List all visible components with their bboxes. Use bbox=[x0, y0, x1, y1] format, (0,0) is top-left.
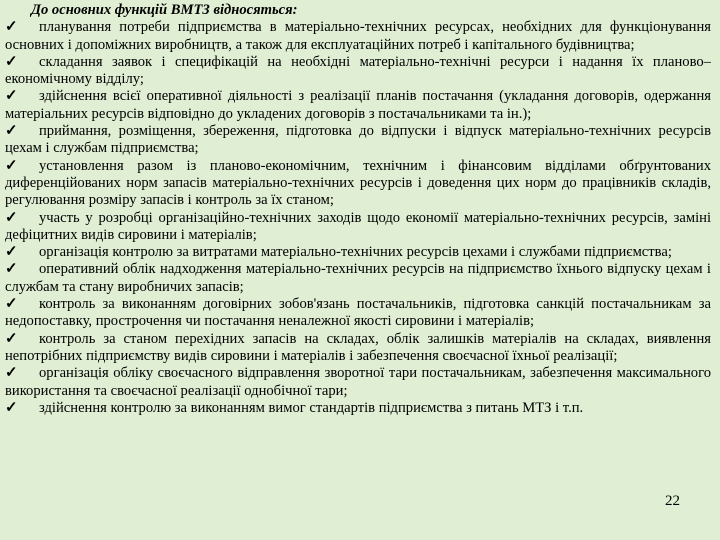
list-item-text: здійснення всієї оперативної діяльності з реалізації планів постачання (укладання договорів, одержання матеріальних ресурсів відповідно до укладених договорів з постачальниками та ін.); bbox=[5, 88, 711, 122]
list-item bbox=[5, 19, 711, 54]
list-item bbox=[5, 365, 711, 400]
list-item-text: здійснення контролю за виконанням вимог стандартів підприємства з питань МТЗ і т.п. bbox=[39, 399, 584, 416]
list-item bbox=[5, 158, 711, 210]
list-item bbox=[5, 123, 711, 158]
list-item-text: контроль за станом перехідних запасів на складах, облік залишків матеріалів на складах, виявлення непотрібних підприємству видів сировини і матеріалів і забезпечення своєчасної їхньої реалізації; bbox=[5, 330, 711, 364]
checkmark-icon: ✓ bbox=[5, 244, 18, 261]
checkmark-icon: ✓ bbox=[5, 261, 18, 278]
page-title: До основних функцій ВМТЗ відносяться: bbox=[31, 2, 298, 18]
page-number: 22 bbox=[665, 493, 680, 509]
list-item-text: приймання, розміщення, збереження, підготовка до відпуски і відпуск матеріально-технічних ресурсів цехам і службам підприємства; bbox=[5, 123, 711, 157]
list-item-text: складання заявок і специфікацій на необхідні матеріально-технічні ресурси і надання їх планово–економічному відділу; bbox=[5, 53, 711, 88]
list-item-text: участь у розробці організаційно-технічних заходів щодо економії матеріально-технічних ресурсів, заміні дефіцитних видів сировини і матеріалів; bbox=[5, 209, 711, 243]
checkmark-icon: ✓ bbox=[5, 330, 18, 347]
list-item bbox=[5, 296, 711, 331]
checkmark-icon: ✓ bbox=[5, 53, 18, 70]
list-item-text: планування потреби підприємства в матеріально-технічних ресурсах, необхідних для функціонування основних і допоміжних виробництв, а також для експлуатаційних потреб і капітального будівництва; bbox=[5, 19, 711, 53]
list-item bbox=[5, 54, 711, 89]
list-item-text: контроль за виконанням договірних зобов'язань постачальників, підготовка санкцій постачальникам за недопоставку, прострочення чи постачання неналежної якості сировини і матеріалів; bbox=[5, 296, 711, 330]
checkmark-icon: ✓ bbox=[5, 19, 18, 36]
list-item-text: установлення разом із планово-економічним, технічним і фінансовим відділами обґрунтованих диференційованих норм запасів матеріально-технічних ресурсів і доведення цих норм до працівників складів, регулювання розміру запасів і контроль за їх станом; bbox=[5, 157, 711, 209]
list-item bbox=[5, 331, 711, 366]
function-list bbox=[5, 19, 711, 417]
slide-content bbox=[5, 2, 711, 538]
checkmark-icon: ✓ bbox=[5, 399, 18, 416]
list-item bbox=[5, 261, 711, 296]
list-item bbox=[5, 244, 711, 261]
list-item-text: організація контролю за витратами матеріально-технічних ресурсів цехами і службами підприємства; bbox=[39, 244, 672, 261]
checkmark-icon: ✓ bbox=[5, 123, 18, 140]
list-item bbox=[5, 210, 711, 245]
list-item-text: оперативний облік надходження матеріально-технічних ресурсів на підприємство їхнього відпуску цехам і службам та стану виробничих запасів; bbox=[5, 261, 711, 295]
list-item bbox=[5, 88, 711, 123]
checkmark-icon: ✓ bbox=[5, 209, 18, 226]
checkmark-icon: ✓ bbox=[5, 365, 18, 382]
list-item bbox=[5, 400, 711, 417]
checkmark-icon: ✓ bbox=[5, 296, 18, 313]
checkmark-icon: ✓ bbox=[5, 157, 18, 174]
list-item-text: організація обліку своєчасного відправлення зворотної тари постачальникам, забезпечення максимального використання та своєчасної реалізації однобічної тари; bbox=[5, 365, 711, 399]
checkmark-icon: ✓ bbox=[5, 88, 18, 105]
